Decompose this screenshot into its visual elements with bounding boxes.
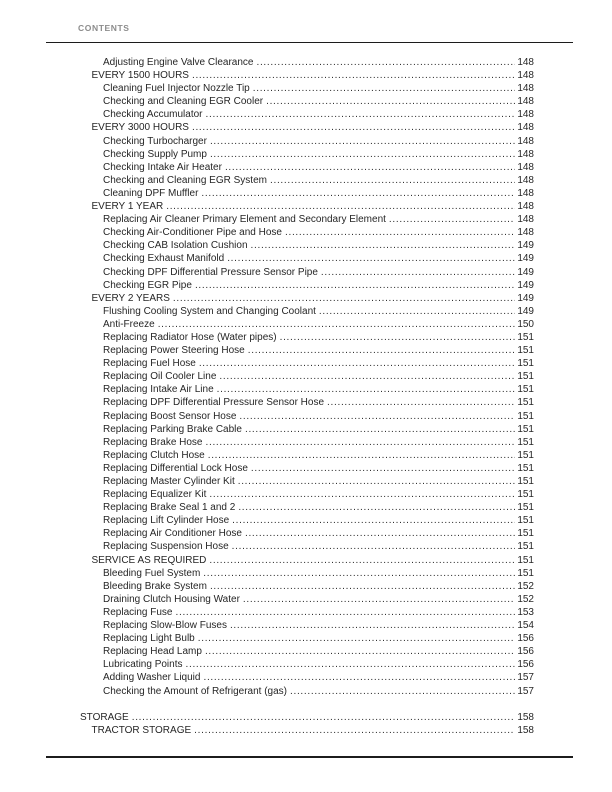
toc-row — [80, 383, 534, 396]
toc-entry-label: EVERY 1 YEAR — [91, 201, 164, 213]
toc-row — [80, 645, 534, 658]
toc-entry-page: 151 — [517, 541, 534, 553]
toc-entry-label: Replacing Light Bulb — [103, 633, 195, 645]
dot-leader — [232, 514, 515, 527]
toc-row — [80, 449, 534, 462]
toc-entry-label: Adding Washer Liquid — [103, 672, 201, 684]
toc-entry-label: EVERY 2 YEARS — [91, 292, 170, 304]
dot-leader — [195, 279, 515, 292]
dot-leader — [225, 161, 515, 174]
toc-row — [80, 239, 534, 252]
dot-leader — [205, 645, 515, 658]
toc-row — [80, 554, 534, 567]
toc-row — [80, 423, 534, 436]
toc-entry-page: 148 — [517, 187, 534, 199]
toc-entry-label: Replacing Head Lamp — [103, 646, 202, 658]
toc-entry-page: 151 — [517, 567, 534, 579]
toc-row — [80, 658, 534, 671]
dot-leader — [210, 148, 515, 161]
dot-leader — [192, 69, 515, 82]
dot-leader — [270, 174, 515, 187]
toc-entry-label: SERVICE AS REQUIRED — [91, 554, 207, 566]
toc-entry-label: Replacing Brake Seal 1 and 2 — [103, 502, 236, 514]
dot-leader — [198, 632, 516, 645]
toc-row — [80, 161, 534, 174]
toc-entry-page: 151 — [517, 489, 534, 501]
dot-leader — [248, 344, 516, 357]
toc-entry-page: 151 — [517, 436, 534, 448]
toc-row — [80, 488, 534, 501]
toc-entry-page: 148 — [517, 161, 534, 173]
dot-leader — [203, 671, 515, 684]
toc-entry-page: 151 — [517, 476, 534, 487]
toc-row — [80, 279, 534, 292]
toc-row — [80, 69, 534, 82]
toc-entry-page: 151 — [517, 358, 534, 370]
toc-row — [80, 108, 534, 121]
dot-leader — [173, 292, 515, 305]
toc-entry-label: Checking Accumulator — [103, 109, 203, 121]
toc-entry-label: Replacing Slow-Blow Fuses — [103, 620, 227, 632]
dot-leader — [192, 121, 515, 134]
toc-entry-label: Draining Clutch Housing Water — [103, 593, 240, 605]
toc-row — [80, 593, 534, 606]
toc-entry-label: Checking Exhaust Manifold — [103, 253, 225, 265]
toc-row — [80, 82, 534, 95]
dot-leader — [209, 554, 515, 567]
dot-leader — [232, 540, 516, 553]
dot-leader — [251, 462, 515, 475]
dot-leader — [251, 239, 516, 252]
toc-row — [80, 540, 534, 553]
dot-leader — [238, 475, 516, 488]
toc-row — [80, 318, 534, 331]
toc-entry-page: 149 — [517, 279, 534, 291]
toc-row — [80, 226, 534, 239]
toc-entry-label: Checking Intake Air Heater — [103, 161, 222, 173]
toc-entry-page: 148 — [517, 96, 534, 108]
toc-entry-page: 151 — [517, 384, 534, 396]
toc-row — [80, 567, 534, 580]
toc-entry-page: 151 — [517, 423, 534, 435]
dot-leader — [285, 226, 515, 239]
dot-leader — [245, 527, 515, 540]
toc-entry-page: 156 — [517, 659, 534, 671]
toc-row — [80, 619, 534, 632]
dot-leader — [201, 187, 515, 200]
toc-entry-page: 148 — [517, 70, 534, 82]
toc-entry-page: 157 — [517, 672, 534, 684]
toc-entry-label: Checking and Cleaning EGR Cooler — [103, 96, 264, 108]
dot-leader — [321, 266, 515, 279]
toc-entry-page: 154 — [517, 620, 534, 632]
toc-entry-label: EVERY 3000 HOURS — [91, 122, 189, 134]
toc-entry-label: Replacing Suspension Hose — [103, 541, 229, 553]
toc-entry-page: 151 — [517, 502, 534, 514]
toc-row — [80, 187, 534, 200]
dot-leader — [243, 593, 515, 606]
table-of-contents — [80, 56, 534, 737]
toc-entry-page: 152 — [517, 593, 534, 605]
toc-entry-label: Checking Air-Conditioner Pipe and Hose — [103, 227, 282, 239]
dot-leader — [175, 606, 515, 619]
toc-entry-label: TRACTOR STORAGE — [91, 724, 192, 736]
toc-entry-label: Anti-Freeze — [103, 318, 155, 330]
toc-row — [80, 462, 534, 475]
toc-entry-label: Replacing Differential Lock Hose — [103, 462, 248, 474]
dot-leader — [209, 488, 515, 501]
toc-entry-page: 148 — [517, 135, 534, 147]
dot-leader — [210, 135, 515, 148]
toc-entry-page: 156 — [517, 646, 534, 658]
toc-entry-page: 151 — [517, 515, 534, 527]
dot-leader — [290, 685, 515, 698]
toc-row — [80, 632, 534, 645]
toc-entry-page: 149 — [517, 292, 534, 304]
toc-entry-page: 156 — [517, 633, 534, 645]
toc-row — [80, 396, 534, 409]
toc-entry-label: Cleaning Fuel Injector Nozzle Tip — [103, 83, 250, 95]
toc-entry-page: 148 — [517, 227, 534, 239]
toc-row — [80, 95, 534, 108]
toc-row — [80, 671, 534, 684]
toc-entry-label: Replacing Clutch Hose — [103, 449, 205, 461]
toc-entry-label: Replacing Boost Sensor Hose — [103, 410, 237, 422]
toc-row — [80, 213, 534, 226]
toc-entry-page: 151 — [517, 528, 534, 540]
toc-row — [80, 370, 534, 383]
toc-entry-label: Replacing Brake Hose — [103, 436, 203, 448]
toc-row — [80, 357, 534, 370]
toc-row — [80, 174, 534, 187]
toc-row — [80, 331, 534, 344]
dot-leader — [186, 658, 516, 671]
footer-rule — [46, 756, 573, 758]
dot-leader — [230, 619, 515, 632]
toc-entry-label: Checking Supply Pump — [103, 148, 207, 160]
toc-entry-page: 151 — [517, 462, 534, 474]
toc-entry-label: STORAGE — [80, 711, 129, 723]
toc-entry-page: 148 — [517, 174, 534, 186]
header-rule — [46, 42, 573, 44]
dot-leader — [280, 331, 516, 344]
toc-entry-label: Replacing Oil Cooler Line — [103, 371, 217, 383]
toc-entry-page: 148 — [517, 214, 534, 226]
dot-leader — [253, 82, 516, 95]
toc-entry-page: 149 — [517, 253, 534, 265]
toc-entry-label: Replacing Intake Air Line — [103, 384, 214, 396]
toc-entry-label: Replacing Parking Brake Cable — [103, 423, 242, 435]
dot-leader — [389, 213, 515, 226]
dot-leader — [217, 383, 516, 396]
toc-entry-label: Adjusting Engine Valve Clearance — [103, 57, 254, 68]
toc-entry-label: Replacing Fuel Hose — [103, 358, 196, 370]
dot-leader — [208, 449, 516, 462]
toc-entry-label: Checking and Cleaning EGR System — [103, 174, 267, 186]
toc-entry-label: Replacing Air Cleaner Primary Element and Secondary Element — [103, 214, 386, 226]
toc-entry-page: 148 — [517, 109, 534, 121]
toc-row — [80, 527, 534, 540]
toc-entry-page: 151 — [517, 410, 534, 422]
toc-entry-page: 152 — [517, 580, 534, 592]
toc-entry-page: 148 — [517, 83, 534, 95]
dot-leader — [219, 370, 515, 383]
toc-entry-page: 151 — [517, 345, 534, 357]
toc-entry-label: Cleaning DPF Muffler — [103, 187, 199, 199]
toc-entry-page: 151 — [517, 554, 534, 566]
toc-entry-label: Replacing Radiator Hose (Water pipes) — [103, 331, 277, 343]
toc-row — [80, 344, 534, 357]
toc-entry-label: Checking the Amount of Refrigerant (gas) — [103, 685, 287, 697]
dot-leader — [206, 436, 516, 449]
toc-row — [80, 685, 534, 698]
toc-entry-page: 150 — [517, 318, 534, 330]
toc-entry-label: Lubricating Points — [103, 659, 183, 671]
toc-entry-page: 157 — [517, 685, 534, 697]
toc-entry-label: Replacing Fuse — [103, 606, 173, 618]
toc-entry-page: 148 — [517, 148, 534, 160]
toc-row — [80, 292, 534, 305]
dot-leader — [227, 252, 515, 265]
toc-entry-label: Bleeding Brake System — [103, 580, 207, 592]
dot-leader — [238, 501, 515, 514]
toc-entry-page: 158 — [517, 711, 534, 723]
page-header-label: CONTENTS — [78, 23, 130, 33]
dot-leader — [203, 567, 515, 580]
toc-entry-label: Checking EGR Pipe — [103, 279, 192, 291]
toc-row — [80, 514, 534, 527]
dot-leader — [158, 318, 516, 331]
dot-leader — [194, 724, 515, 737]
dot-leader — [239, 410, 515, 423]
toc-row — [80, 606, 534, 619]
toc-entry-label: Checking CAB Isolation Cushion — [103, 240, 248, 252]
toc-row — [80, 410, 534, 423]
toc-row — [80, 580, 534, 593]
toc-row — [80, 148, 534, 161]
dot-leader — [327, 396, 515, 409]
dot-leader — [245, 423, 515, 436]
toc-entry-page: 151 — [517, 371, 534, 383]
toc-row — [80, 475, 534, 488]
toc-entry-label: Replacing Equalizer Kit — [103, 489, 207, 501]
toc-entry-page: 149 — [517, 240, 534, 252]
toc-row — [80, 724, 534, 737]
toc-entry-label: Checking Turbocharger — [103, 135, 207, 147]
toc-entry-page: 148 — [517, 201, 534, 213]
toc-row — [80, 266, 534, 279]
toc-row — [80, 305, 534, 318]
toc-entry-page: 151 — [517, 331, 534, 343]
toc-row — [80, 252, 534, 265]
toc-entry-label: Replacing Lift Cylinder Hose — [103, 515, 230, 527]
dot-leader — [206, 108, 516, 121]
toc-entry-label: Flushing Cooling System and Changing Coolant — [103, 305, 316, 317]
toc-entry-page: 149 — [517, 305, 534, 317]
toc-entry-label: Replacing Power Steering Hose — [103, 345, 245, 357]
toc-entry-page: 148 — [517, 122, 534, 134]
toc-entry-page: 158 — [517, 724, 534, 736]
toc-entry-page: 149 — [517, 266, 534, 278]
toc-row — [80, 501, 534, 514]
dot-leader — [166, 200, 515, 213]
toc-entry-label: EVERY 1500 HOURS — [91, 70, 189, 82]
toc-entry-label: Bleeding Fuel System — [103, 567, 201, 579]
toc-entry-label: Replacing Air Conditioner Hose — [103, 528, 242, 540]
toc-row — [80, 711, 534, 724]
dot-leader — [210, 580, 515, 593]
toc-entry-page: 151 — [517, 397, 534, 409]
toc-entry-page: 153 — [517, 606, 534, 618]
dot-leader — [266, 95, 515, 108]
dot-leader — [132, 711, 516, 724]
toc-entry-label: Checking DPF Differential Pressure Sensor Pipe — [103, 266, 318, 278]
toc-entry-page: 151 — [517, 449, 534, 461]
dot-leader — [256, 56, 515, 69]
toc-row — [80, 135, 534, 148]
toc-row — [80, 56, 534, 69]
toc-entry-label: Replacing DPF Differential Pressure Sensor Hose — [103, 397, 325, 409]
toc-row — [80, 436, 534, 449]
dot-leader — [199, 357, 515, 370]
toc-entry-page: 148 — [517, 57, 534, 68]
toc-row — [80, 200, 534, 213]
dot-leader — [319, 305, 515, 318]
toc-entry-label: Replacing Master Cylinder Kit — [103, 476, 235, 487]
toc-row — [80, 121, 534, 134]
